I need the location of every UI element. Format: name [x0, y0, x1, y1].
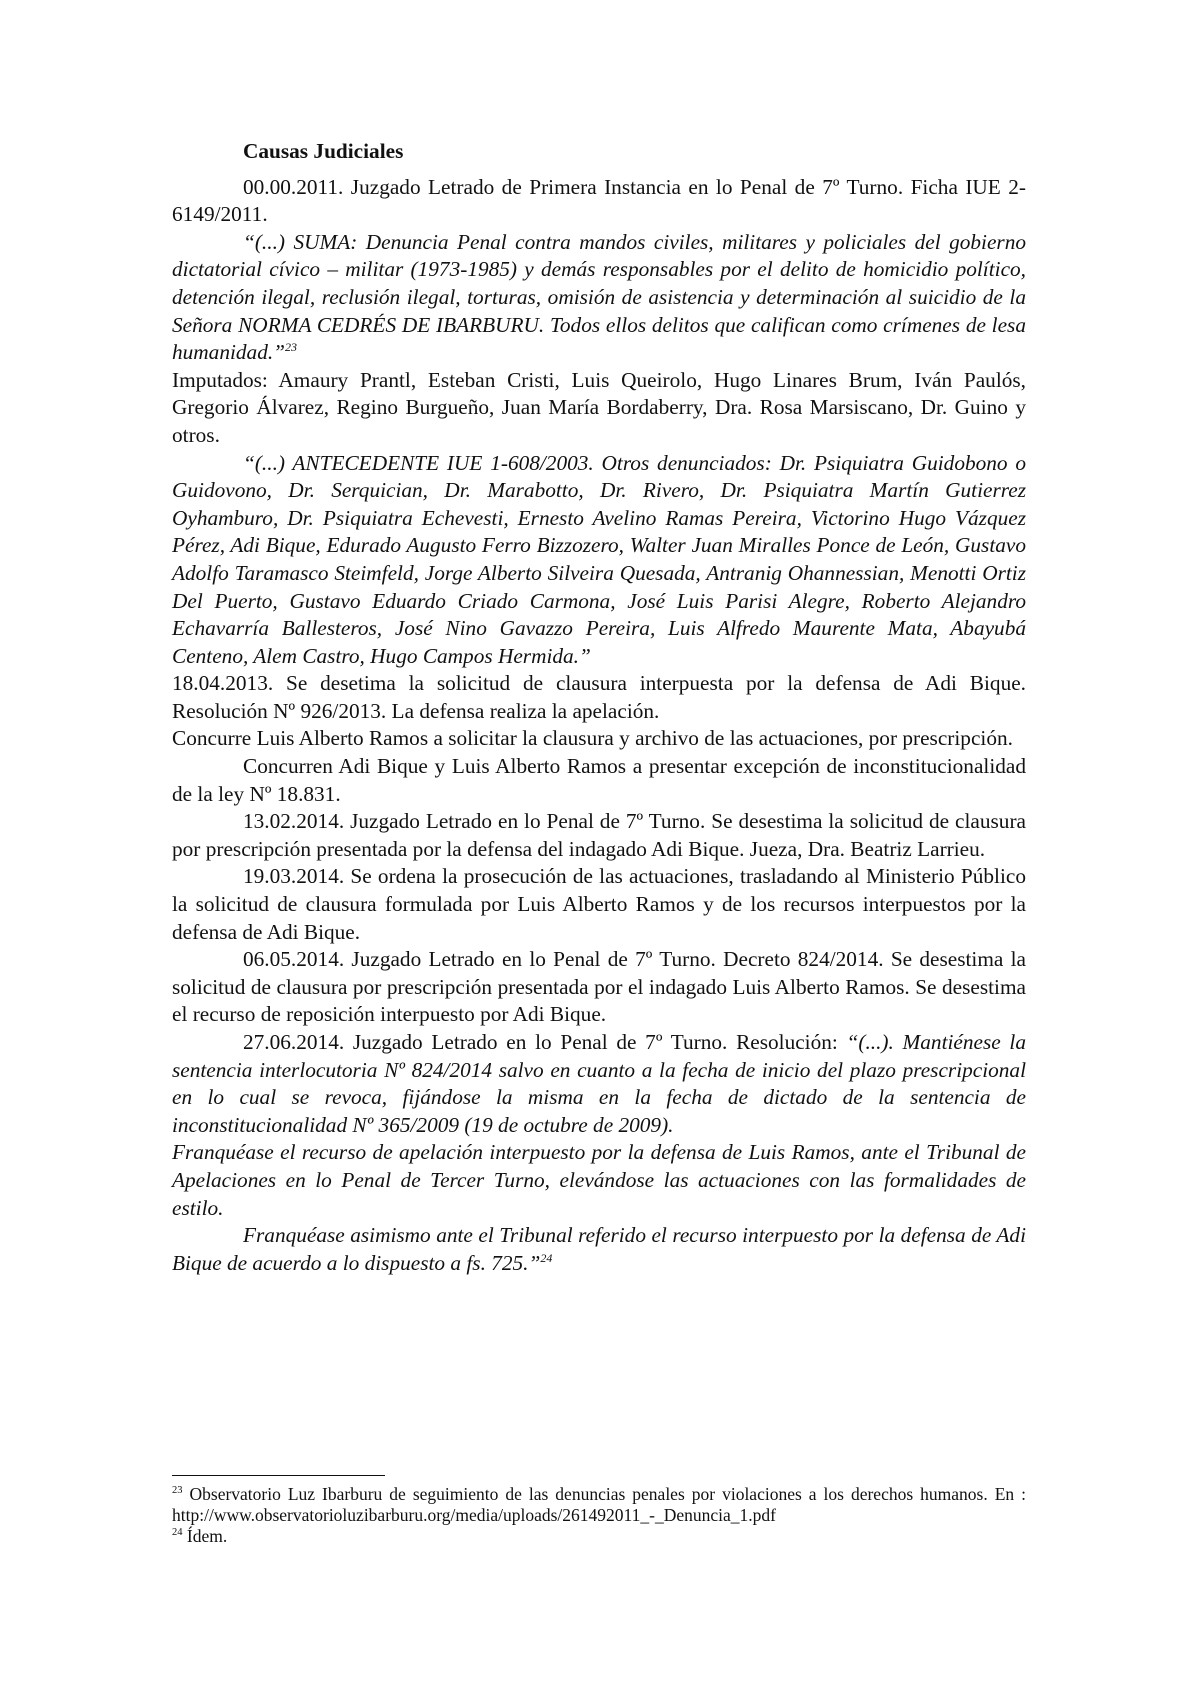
footnotes	[172, 1475, 1026, 1547]
footnote-23	[172, 1484, 1026, 1526]
footnote-ref-24: 24	[540, 1250, 553, 1265]
paragraph-quote-antecedent: “(...) ANTECEDENTE IUE 1-608/2003. Otros denunciados: Dr. Psiquiatra Guidobono o Guidovono, Dr. Serquician, Dr. Marabotto, Dr. Rivero, Dr. Psiquiatra Martín Gutierrez Oyhamburo, Dr. Psiquiatra Echevesti, Ernesto Avelino Ramas Pereira, Victorino Hugo Vázquez Pérez, Adi Bique, Edurado Augusto Ferro Bizzozero, Walter Juan Miralles Ponce de León, Gustavo Adolfo Taramasco Steimfeld, Jorge Alberto Silveira Quesada, Antranig Ohannessian, Menotti Ortiz Del Puerto, Gustavo Eduardo Criado Carmona, José Luis Parisi Alegre, Roberto Alejandro Echavarría Ballesteros, José Nino Gavazzo Pereira, Luis Alfredo Maurente Mata, Abayubá Centeno, Alem Castro, Hugo Campos Hermida.”	[172, 450, 1026, 668]
footnote-number: 24	[172, 1527, 183, 1539]
paragraph-2014-02-13: 13.02.2014. Juzgado Letrado en lo Penal de 7º Turno. Se desestima la solicitud de clausura por prescripción presentada por la defensa del indagado Adi Bique. Jueza, Dra. Beatriz Larrieu.	[172, 809, 1026, 861]
paragraph-quote-summary	[172, 229, 1026, 367]
paragraph-appeal-bique	[172, 1222, 1026, 1277]
paragraph-unconstitutionality: Concurren Adi Bique y Luis Alberto Ramos a presentar excepción de inconstitucionalidad de la ley Nº 18.831.	[172, 754, 1026, 806]
paragraph-2014-05-06: 06.05.2014. Juzgado Letrado en lo Penal de 7º Turno. Decreto 824/2014. Se desestima la solicitud de clausura por prescripción presentada por el indagado Luis Alberto Ramos. Se desestima el recurso de reposición interpuesto por Adi Bique.	[172, 947, 1026, 1027]
paragraph-case-filing: 00.00.2011. Juzgado Letrado de Primera Instancia en lo Penal de 7º Turno. Ficha IUE 2-6149/2011.	[172, 174, 1026, 227]
resolution-intro: 27.06.2014. Juzgado Letrado en lo Penal de 7º Turno. Resolución:	[243, 1030, 847, 1054]
footnote-ref-23: 23	[285, 340, 298, 355]
appeal-bique-text: Franquéase asimismo ante el Tribunal referido el recurso interpuesto por la defensa de Adi Bique de acuerdo a lo dispuesto a fs. 725.”	[172, 1223, 1026, 1275]
footnote-24	[172, 1526, 1026, 1547]
resolution-quote: “(...). Mantiénese la sentencia interlocutoria Nº 824/2014 salvo en cuanto a la fecha de inicio del plazo prescripcional en lo cual se revoca, fijándose la misma en la fecha de dictado de la sentencia de inconstitucionalidad Nº 365/2009 (19 de octubre de 2009).	[172, 1030, 1026, 1137]
paragraph-appeal-ramos: Franquéase el recurso de apelación interpuesto por la defensa de Luis Ramos, ante el Tribunal de Apelaciones en lo Penal de Tercer Turno, elevándose las actuaciones con las formalidades de estilo.	[172, 1140, 1026, 1220]
paragraph-2013-resolution: 18.04.2013. Se desetima la solicitud de clausura interpuesta por la defensa de Adi Bique. Resolución Nº 926/2013. La defensa realiza la apelación.	[172, 671, 1026, 723]
footnote-text: Ídem.	[186, 1526, 228, 1546]
document-body	[172, 138, 1026, 1277]
footnote-separator	[172, 1475, 385, 1476]
paragraph-2014-06-27	[172, 1029, 1026, 1139]
footnote-number: 23	[172, 1485, 183, 1497]
section-heading: Causas Judiciales	[243, 139, 404, 163]
paragraph-accused: Imputados: Amaury Prantl, Esteban Cristi, Luis Queirolo, Hugo Linares Brum, Iván Paulós, Gregorio Álvarez, Regino Burgueño, Juan María Bordaberry, Dra. Rosa Marsiscano, Dr. Guino y otros.	[172, 367, 1026, 447]
quote-summary-text: “(...) SUMA: Denuncia Penal contra mandos civiles, militares y policiales del gobierno dictatorial cívico – militar (1973-1985) y demás responsables por el delito de homicidio político, detención ilegal, reclusión ilegal, torturas, omisión de asistencia y determinación al suicidio de la Señora NORMA CEDRÉS DE IBARBURU. Todos ellos delitos que califican como crímenes de lesa humanidad.”	[172, 229, 1026, 365]
paragraph-ramos-request: Concurre Luis Alberto Ramos a solicitar la clausura y archivo de las actuaciones, por prescripción.	[172, 726, 1013, 751]
footnote-text: Observatorio Luz Ibarburu de seguimiento de las denuncias penales por violaciones a los derechos humanos. En : http://www.observatorioluzibarburu.org/media/uploads/261492011_-_Denuncia_1.pdf	[172, 1484, 1026, 1525]
paragraph-2014-03-19: 19.03.2014. Se ordena la prosecución de las actuaciones, trasladando al Ministerio Público la solicitud de clausura formulada por Luis Alberto Ramos y de los recursos interpuestos por la defensa de Adi Bique.	[172, 864, 1026, 944]
